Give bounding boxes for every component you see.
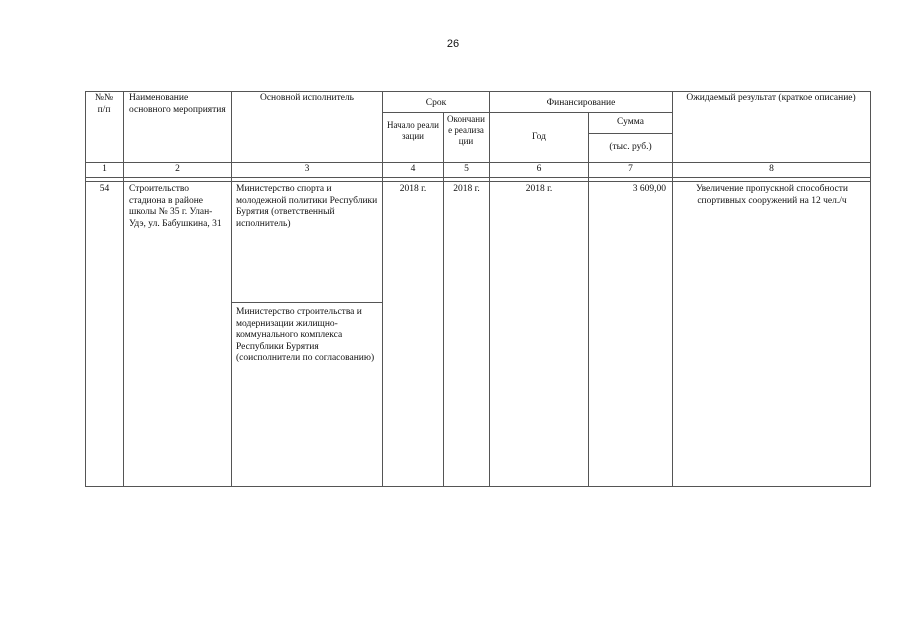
- column-number-5: 5: [464, 164, 469, 174]
- row-executor-co: Министерство строительства и модернизации жилищно-коммунального комплекса Республики Бурятия (соисполнители по согласованию): [236, 307, 375, 363]
- numbers-row-bottom-line: [85, 177, 870, 178]
- header-sum: Сумма: [617, 117, 644, 127]
- col-divider-1: [123, 91, 124, 487]
- header-term: Срок: [425, 98, 447, 108]
- column-number-7: 7: [628, 164, 633, 174]
- table-border-top: [85, 91, 870, 92]
- col-divider-7: [672, 91, 673, 487]
- header-result: Ожидаемый результат (краткое описание): [686, 93, 856, 103]
- header-term-end: Окончание реализации: [447, 114, 485, 146]
- header-num: №№ п/п: [94, 93, 114, 115]
- header-name: Наименование основного мероприятия: [129, 93, 226, 115]
- header-year: Год: [532, 132, 546, 142]
- page-number: 26: [446, 38, 460, 50]
- table-border-left: [85, 91, 86, 487]
- header-executor: Основной исполнитель: [259, 93, 355, 103]
- col-divider-5: [489, 91, 490, 487]
- col-divider-2: [231, 91, 232, 487]
- column-number-3: 3: [304, 164, 310, 174]
- col-divider-3: [382, 91, 383, 487]
- term-subheader-line: [382, 112, 489, 113]
- column-number-1: 1: [102, 164, 107, 174]
- data-row-top-line: [85, 181, 870, 182]
- row-executor-main: Министерство спорта и молодежной политики Республики Бурятия (ответственный исполнитель): [236, 184, 378, 229]
- header-sum-unit: (тыс. руб.): [609, 142, 652, 152]
- header-bottom-line: [85, 162, 870, 163]
- executor-split-line: [231, 302, 382, 303]
- column-number-4: 4: [410, 164, 416, 174]
- row-result: Увеличение пропускной способности спортивных сооружений на 12 чел./ч: [695, 184, 849, 206]
- column-number-8: 8: [769, 164, 774, 174]
- row-sum: 3 609,00: [632, 184, 666, 194]
- sum-subheader-line: [588, 133, 672, 134]
- header-term-start: Начало реализации: [387, 120, 439, 141]
- table-border-bottom: [85, 486, 870, 487]
- row-start: 2018 г.: [399, 184, 427, 194]
- row-year: 2018 г.: [525, 184, 553, 194]
- column-number-6: 6: [536, 164, 542, 174]
- column-number-2: 2: [175, 164, 180, 174]
- financing-subheader-line: [489, 112, 672, 113]
- row-end: 2018 г.: [453, 184, 480, 194]
- row-name: Строительство стадиона в районе школы № 35 г. Улан-Удэ, ул. Бабушкина, 31: [129, 184, 222, 229]
- table-border-right: [870, 91, 871, 487]
- header-financing: Финансирование: [546, 98, 616, 108]
- row-num: 54: [99, 184, 110, 194]
